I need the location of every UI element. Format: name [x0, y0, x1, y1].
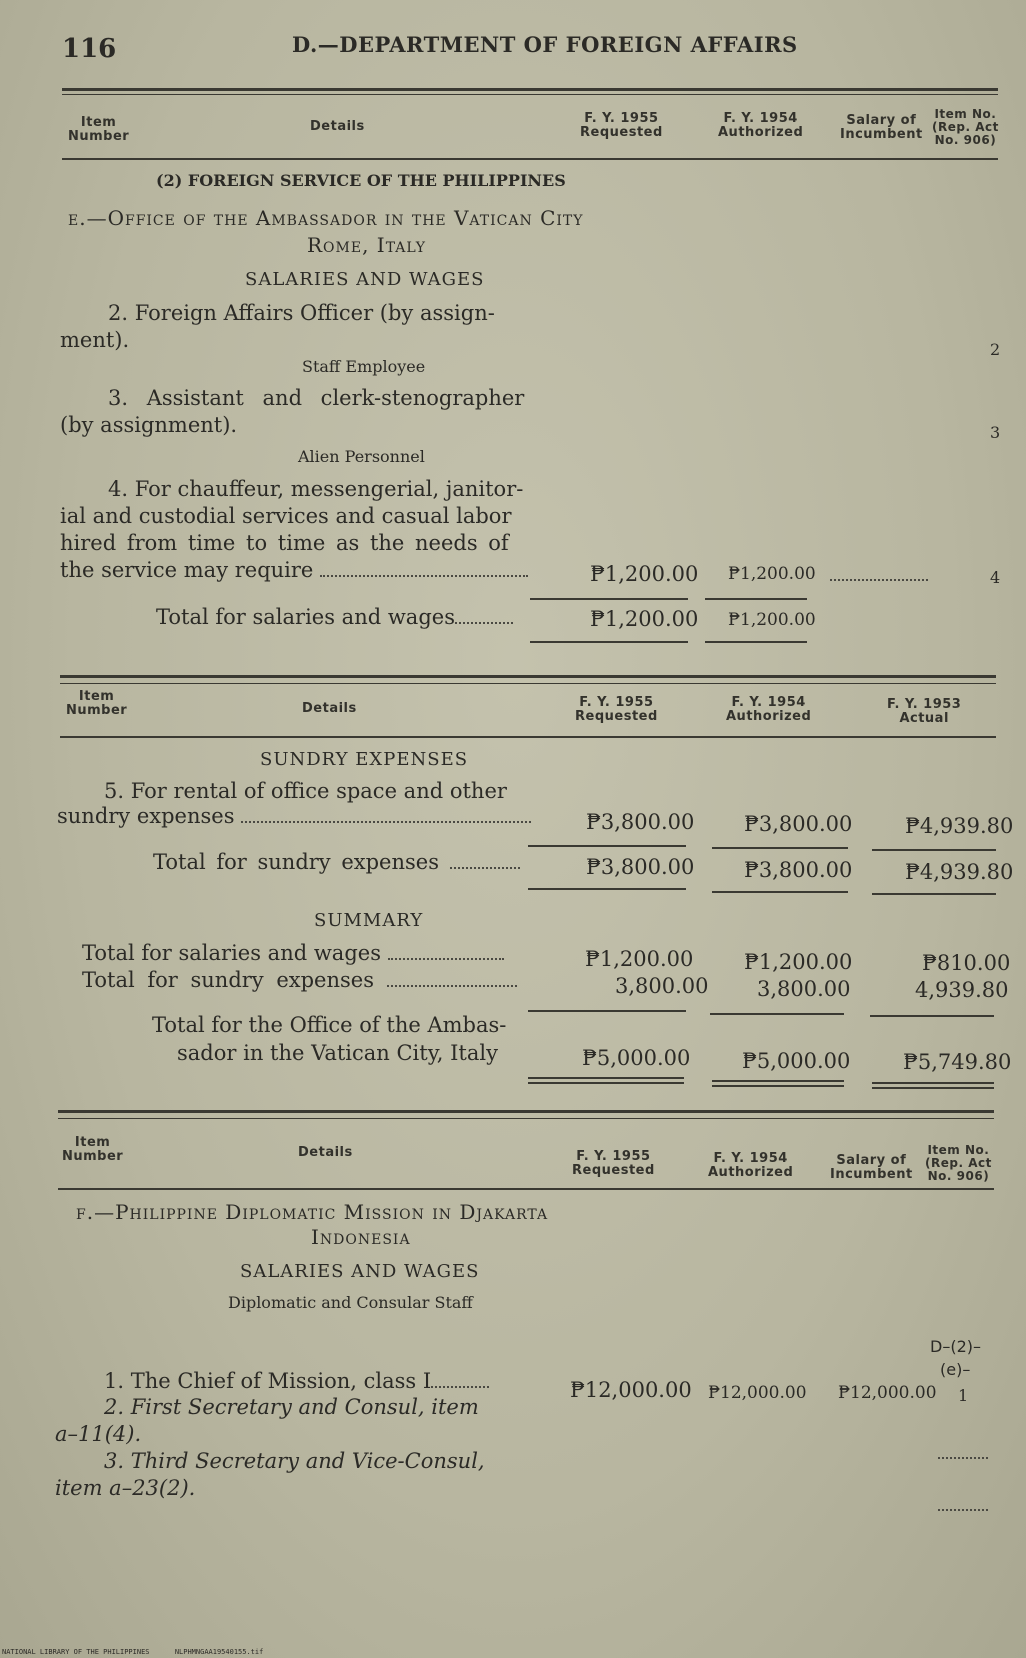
office-total-dbl-1953-b	[872, 1087, 994, 1089]
item4-line2: ial and custodial services and casual labor	[60, 504, 512, 528]
third-secretary-item-dots	[938, 1496, 988, 1515]
col-header-details: Details	[310, 119, 365, 134]
col3-header-fy1954: F. Y. 1954 Authorized	[708, 1151, 794, 1180]
sun-total-underline-1954	[712, 891, 848, 893]
sal-total-rule-1954	[705, 598, 807, 600]
item3-number: 3	[990, 423, 1001, 442]
summary-salaries-label: Total for salaries and wages	[82, 940, 504, 967]
item4-line1: 4. For chauffeur, messengerial, janitor-	[108, 477, 524, 501]
summary-rule-1955	[528, 1010, 686, 1012]
sundry-total-label: Total for sundry expenses	[153, 849, 520, 876]
office-total-dbl-1955-b	[528, 1082, 684, 1084]
sundry-total-fy1955: ₱3,800.00	[586, 855, 695, 879]
first-secretary-item-dots	[938, 1444, 988, 1463]
first-secretary-line2: a–11(4).	[55, 1422, 142, 1446]
col-header-item-no: Item No. (Rep. Act No. 906)	[932, 107, 999, 147]
header-rule-top	[62, 88, 998, 91]
item4-fy1954: ₱1,200.00	[728, 564, 816, 584]
subhead-salaries-2: SALARIES AND WAGES	[240, 1261, 480, 1282]
item5-line2: sundry expenses	[57, 803, 531, 830]
summary-sundry-fy1954: 3,800.00	[757, 977, 851, 1001]
third-secretary-line1: 3. Third Secretary and Vice-Consul,	[104, 1449, 485, 1473]
header2-rule-top-2	[60, 683, 996, 684]
item-ref-line1: D–(2)–	[930, 1337, 981, 1356]
col2-header-item-number: Item Number	[66, 689, 128, 718]
item3-line2: (by assignment).	[60, 413, 238, 437]
section-heading: (2) FOREIGN SERVICE OF THE PHILIPPINES	[156, 171, 566, 190]
diplomatic-staff-label: Diplomatic and Consular Staff	[228, 1293, 473, 1312]
sundry-total-fy1954: ₱3,800.00	[744, 858, 853, 882]
item4-line3: hired from time to time as the needs of	[60, 531, 509, 555]
summary-rule-1953	[870, 1015, 994, 1017]
header3-rule-bottom	[58, 1188, 994, 1190]
item5-fy1953: ₱4,939.80	[905, 814, 1014, 838]
office-total-line2: sador in the Vatican City, Italy	[177, 1041, 498, 1065]
item4-number: 4	[990, 568, 1001, 587]
subhead-salaries: SALARIES AND WAGES	[245, 269, 485, 290]
summary-salaries-fy1955: ₱1,200.00	[585, 947, 694, 971]
subhead-sundry: SUNDRY EXPENSES	[260, 749, 469, 770]
summary-sundry-fy1953: 4,939.80	[915, 978, 1009, 1002]
office-total-dbl-1954-a	[712, 1080, 844, 1082]
summary-heading: SUMMARY	[314, 910, 424, 931]
item5-fy1955: ₱3,800.00	[586, 810, 695, 834]
staff-employee-label: Staff Employee	[302, 357, 426, 376]
sal-total-rule-1955	[530, 598, 688, 600]
summary-sundry-label: Total for sundry expenses	[82, 967, 517, 994]
header3-rule-top	[58, 1110, 994, 1113]
office-total-dbl-1955-a	[528, 1077, 684, 1079]
col-header-salary: Salary of Incumbent	[840, 113, 923, 142]
salaries-total-fy1954: ₱1,200.00	[728, 610, 816, 630]
col3-header-salary: Salary of Incumbent	[830, 1153, 913, 1182]
salaries-total-label: Total for salaries and wages	[156, 604, 513, 631]
chief-of-mission-item-no: 1	[958, 1386, 969, 1405]
header2-rule-bottom	[60, 736, 996, 738]
sun-total-underline-1953	[872, 893, 996, 895]
alien-personnel-label: Alien Personnel	[298, 447, 425, 466]
mission-title: f.—Philippine Diplomatic Mission in Djakarta	[76, 1200, 549, 1224]
col3-header-item-no: Item No. (Rep. Act No. 906)	[925, 1143, 992, 1183]
item4-line4: the service may require	[60, 557, 528, 584]
item4-fy1955: ₱1,200.00	[590, 562, 699, 586]
scan-footer: NATIONAL LIBRARY OF THE PHILIPPINES NLPHMNGAA19540155.tif	[2, 1648, 264, 1656]
mission-location: Indonesia	[311, 1225, 411, 1249]
running-title: D.—DEPARTMENT OF FOREIGN AFFAIRS	[292, 32, 798, 57]
item2-number: 2	[990, 340, 1001, 359]
item3-line1: 3. Assistant and clerk-stenographer	[108, 386, 525, 410]
item-ref-line2: (e)–	[940, 1360, 971, 1379]
header-rule-top-2	[62, 94, 998, 95]
office-total-fy1955: ₱5,000.00	[582, 1046, 691, 1070]
office-total-fy1954: ₱5,000.00	[742, 1049, 851, 1073]
chief-of-mission-label: 1. The Chief of Mission, class I	[104, 1368, 489, 1395]
salaries-total-fy1955: ₱1,200.00	[590, 607, 699, 631]
office-location: Rome, Italy	[307, 233, 427, 257]
col2-header-details: Details	[302, 701, 357, 716]
chief-of-mission-fy1955: ₱12,000.00	[570, 1378, 692, 1402]
office-total-fy1953: ₱5,749.80	[903, 1050, 1012, 1074]
item2-line1: 2. Foreign Affairs Officer (by assign-	[108, 301, 495, 325]
third-secretary-line2: item a–23(2).	[55, 1476, 196, 1500]
col-header-fy1955: F. Y. 1955 Requested	[580, 111, 663, 140]
item5-line1: 5. For rental of office space and other	[104, 779, 507, 803]
chief-of-mission-fy1954: ₱12,000.00	[708, 1383, 807, 1403]
item5-fy1954: ₱3,800.00	[744, 812, 853, 836]
sundry-total-fy1953: ₱4,939.80	[905, 860, 1014, 884]
sal-total-underline-1954	[705, 641, 807, 643]
col-header-item-number: Item Number	[68, 115, 130, 144]
header3-rule-top-2	[58, 1118, 994, 1119]
sun-total-rule-1953	[872, 849, 996, 851]
col-header-fy1954: F. Y. 1954 Authorized	[718, 111, 804, 140]
sun-total-rule-1955	[528, 845, 686, 847]
summary-salaries-fy1953: ₱810.00	[922, 951, 1011, 975]
summary-sundry-fy1955: 3,800.00	[615, 974, 709, 998]
sal-total-underline-1955	[530, 641, 688, 643]
office-total-dbl-1953-a	[872, 1082, 994, 1084]
col2-header-fy1955: F. Y. 1955 Requested	[575, 695, 658, 724]
office-total-line1: Total for the Office of the Ambas-	[152, 1013, 507, 1037]
header-rule-bottom	[62, 158, 998, 160]
col3-header-fy1955: F. Y. 1955 Requested	[572, 1149, 655, 1178]
item4-salary-dots	[830, 566, 928, 585]
page-number: 116	[62, 34, 117, 64]
office-title: e.—Office of the Ambassador in the Vatican City	[68, 206, 584, 230]
col3-header-details: Details	[298, 1145, 353, 1160]
header2-rule-top	[60, 675, 996, 678]
item2-line2: ment).	[60, 328, 130, 352]
col2-header-fy1954: F. Y. 1954 Authorized	[726, 695, 812, 724]
chief-of-mission-salary: ₱12,000.00	[838, 1383, 937, 1403]
first-secretary-line1: 2. First Secretary and Consul, item	[104, 1395, 479, 1419]
col2-header-fy1953: F. Y. 1953 Actual	[887, 697, 962, 726]
sun-total-underline-1955	[528, 888, 686, 890]
summary-rule-1954	[710, 1013, 844, 1015]
office-total-dbl-1954-b	[712, 1085, 844, 1087]
summary-salaries-fy1954: ₱1,200.00	[744, 950, 853, 974]
sun-total-rule-1954	[712, 847, 848, 849]
col3-header-item-number: Item Number	[62, 1135, 124, 1164]
